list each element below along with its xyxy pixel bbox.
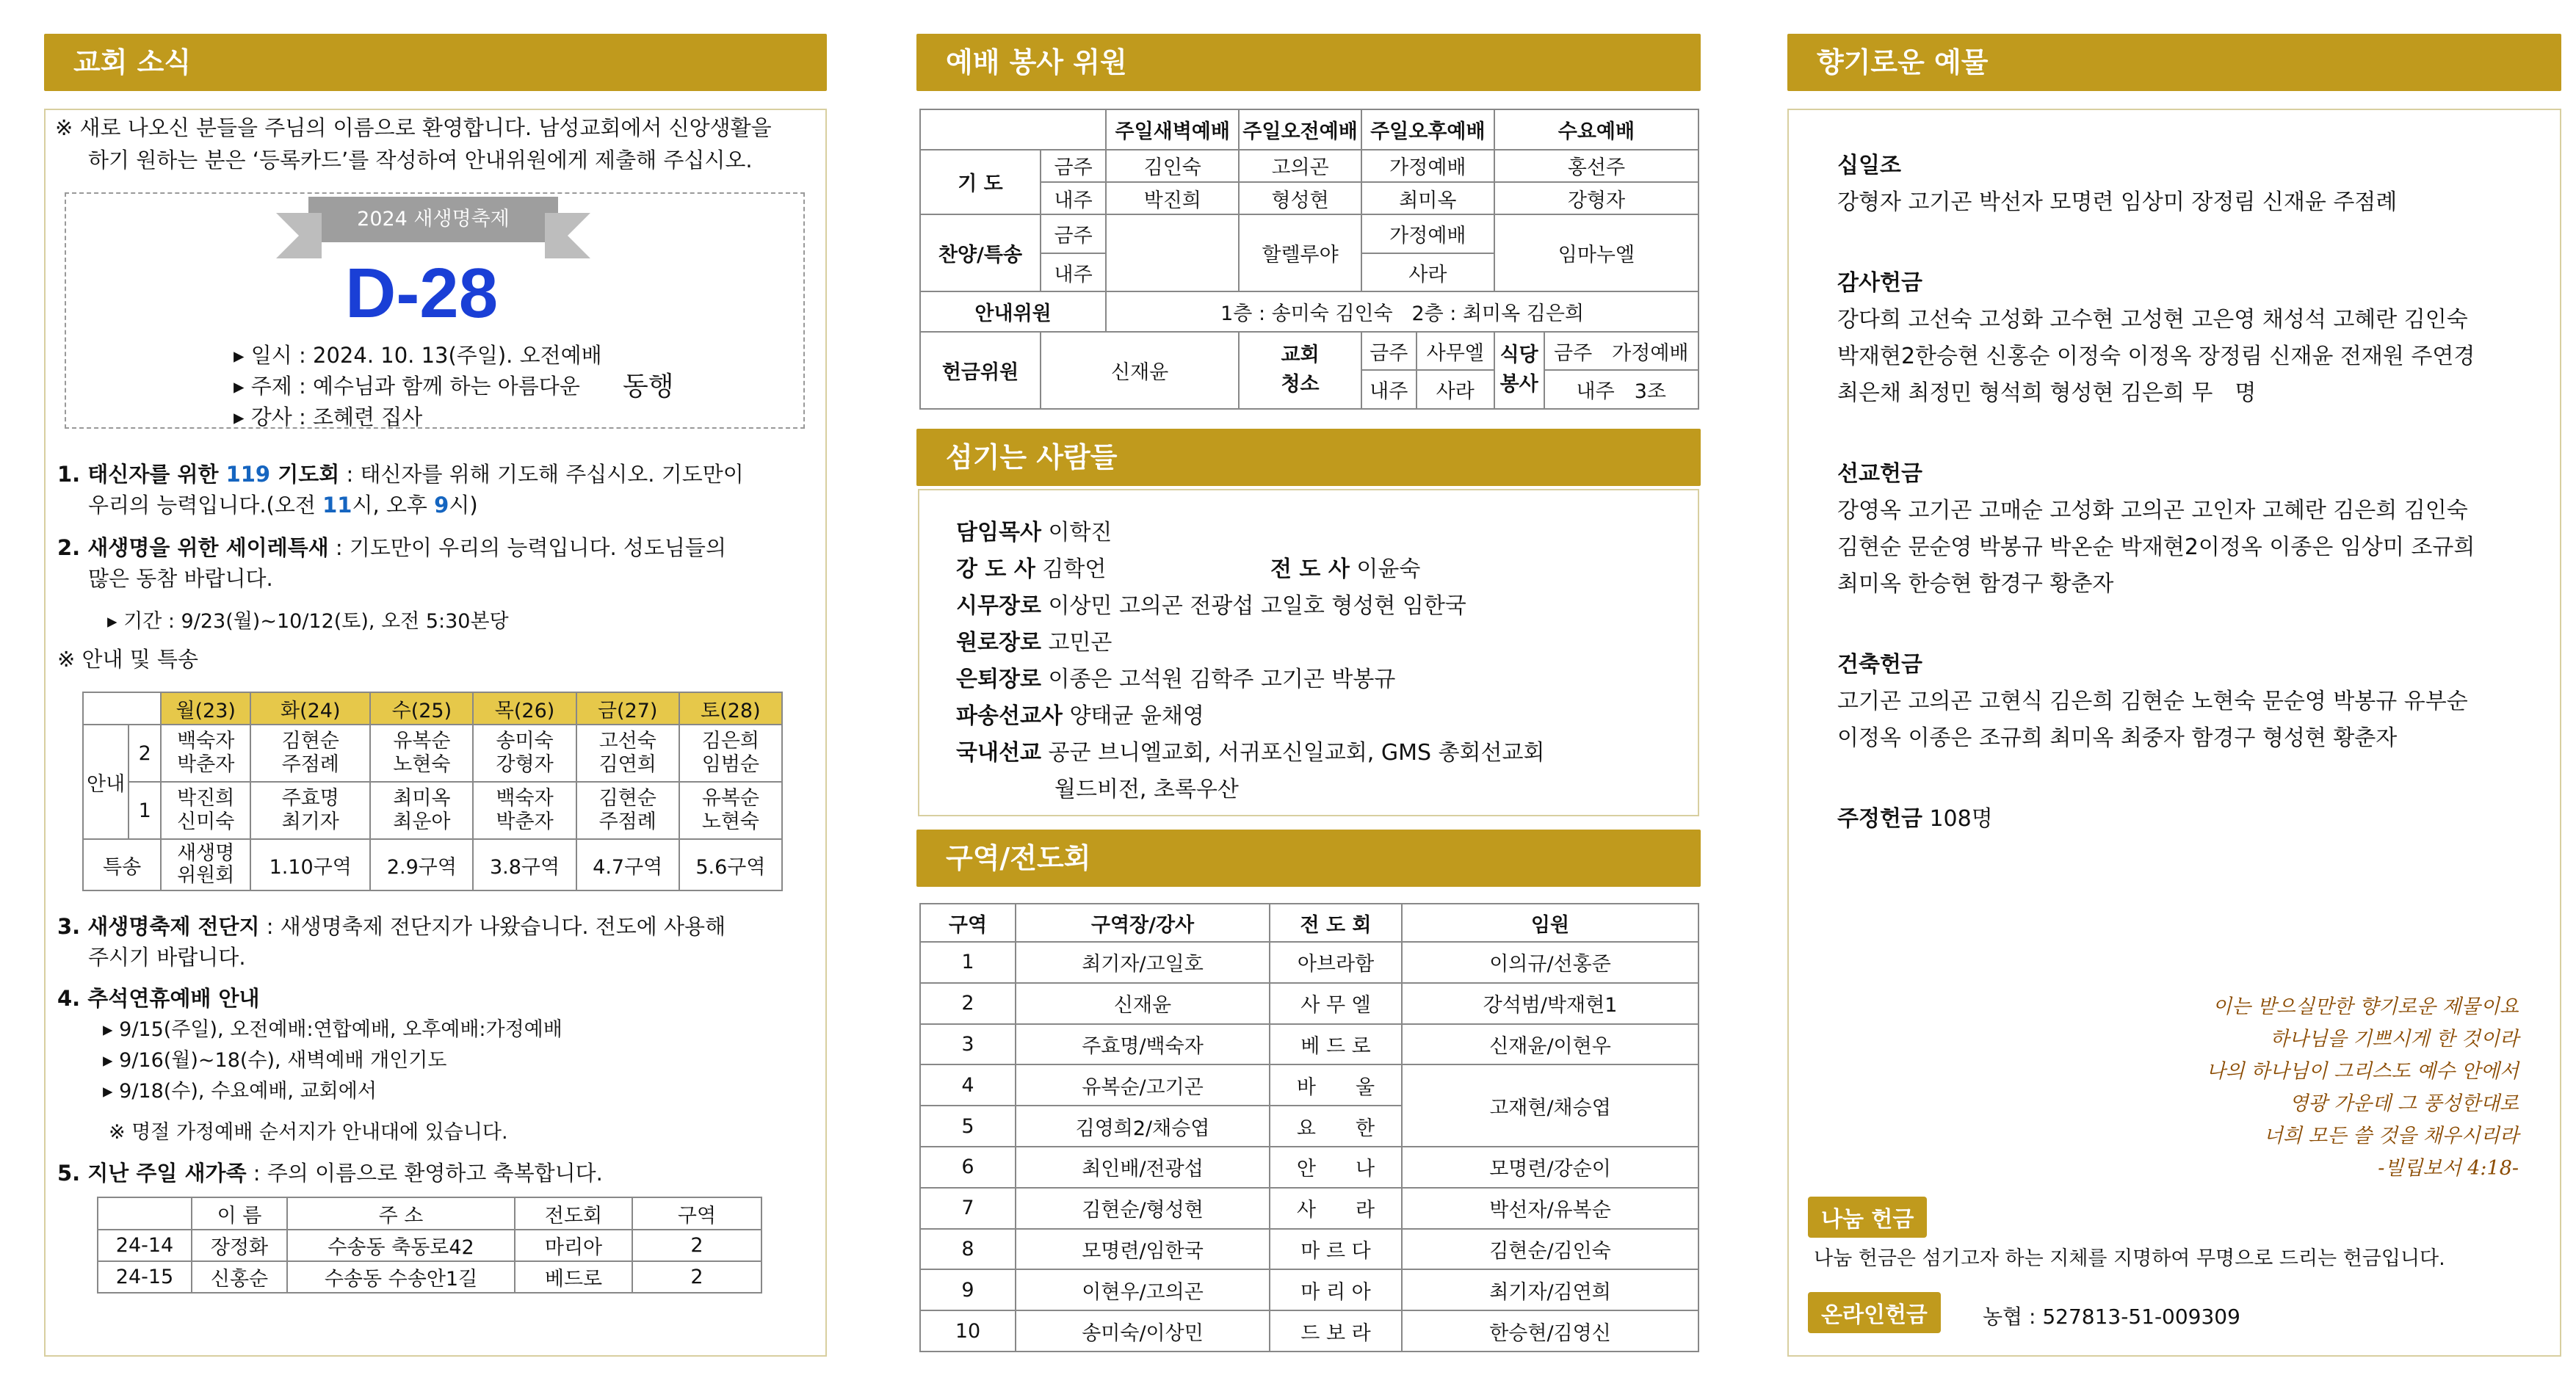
- worship-service-table: [919, 109, 1699, 410]
- guide-sub-label: 2: [129, 725, 161, 782]
- district-cell: 신재윤/이현우: [1402, 1024, 1698, 1065]
- gift-names: 강다희 고선숙 고성화 고수현 고성현 고은영 채성석 고혜란 김인숙: [1837, 307, 2468, 333]
- guide-cell: 고선숙 김연희: [576, 725, 679, 782]
- special-cell: 2.9구역: [370, 839, 473, 890]
- offering-label: 헌금위원: [920, 332, 1041, 409]
- district-cell: 김현순/김인숙: [1402, 1229, 1698, 1270]
- table-row: [920, 1269, 1698, 1310]
- special-cell: 새생명 위원회: [161, 839, 250, 890]
- district-cell: 송미숙/이상민: [1016, 1310, 1270, 1352]
- item2-line1: 2. 새생명을 위한 세이레특새 : 기도만이 우리의 능력입니다. 성도님들의: [57, 535, 726, 560]
- item5-line: 5. 지난 주일 새가족 : 주의 이름으로 환영하고 축복합니다.: [57, 1161, 603, 1186]
- svc-cell: 사무엘: [1417, 332, 1494, 371]
- guide-cell: 백숙자 박춘자: [473, 782, 576, 839]
- poem-line: 너희 모든 쓸 것을 채우시리라: [2263, 1125, 2519, 1147]
- svc-cell: 금주 가정예배: [1544, 332, 1699, 371]
- nf-cell: 마리아: [515, 1230, 632, 1261]
- share-offering-label: 나눔 헌금: [1808, 1197, 1927, 1238]
- event-date: ▸ 일시 : 2024. 10. 13(주일). 오전예배: [234, 343, 602, 368]
- district-cell: 9: [920, 1269, 1016, 1310]
- gift-title: 십일조: [1837, 153, 1901, 178]
- staff-row: 시무장로 이상민 고의곤 전광섭 고일호 형성현 임한국: [956, 593, 1466, 619]
- svc-cell: 김인숙: [1106, 150, 1239, 182]
- nf-cell: 2: [632, 1261, 761, 1293]
- district-cell: 이현우/고의곤: [1016, 1269, 1270, 1310]
- district-cell: 1: [920, 942, 1016, 983]
- guide-sub-label: 1: [129, 782, 161, 839]
- svc-col-header: 주일오후예배: [1361, 109, 1494, 150]
- usher-label: 안내위원: [920, 291, 1106, 332]
- nf-header: 이 름: [192, 1197, 287, 1230]
- event-speaker: ▸ 강사 : 조혜련 집사: [234, 404, 423, 429]
- prayer-label: 기 도: [920, 150, 1041, 215]
- next-week-label: 내주: [1361, 370, 1417, 409]
- svc-col-header: 수요예배: [1494, 109, 1698, 150]
- nf-header: [98, 1197, 192, 1230]
- svc-cell: 내주 3조: [1544, 370, 1699, 409]
- day-header: 토(28): [679, 692, 782, 725]
- item3-line2: 주시기 바랍니다.: [88, 945, 246, 970]
- district-cell: 강석범/박재현1: [1402, 983, 1698, 1024]
- gift-title: 감사헌금: [1837, 270, 1922, 296]
- svc-cell: 사라: [1417, 370, 1494, 409]
- table-row: [920, 1147, 1698, 1188]
- item4-line: ▸ 9/15(주일), 오전예배:연합예배, 오후예배:가정예배: [103, 1018, 562, 1041]
- guide-corner: [83, 692, 161, 725]
- district-cell: 사 라: [1270, 1188, 1402, 1229]
- worship-service-header: 예배 봉사 위원: [916, 34, 1701, 91]
- district-cell: 8: [920, 1229, 1016, 1270]
- guide-cell: 김은희 임범순: [679, 725, 782, 782]
- item3-line1: 3. 새생명축제 전단지 : 새생명축제 전단지가 나왔습니다. 전도에 사용해: [57, 914, 726, 939]
- svc-cell: 최미옥: [1361, 182, 1494, 214]
- table-row: [920, 1188, 1698, 1229]
- church-news-header: 교회 소식: [44, 34, 827, 91]
- item4-title: 4. 추석연휴예배 안내: [57, 986, 260, 1011]
- svc-cell: 강형자: [1494, 182, 1698, 214]
- guide-cell: 주효명 최기자: [250, 782, 370, 839]
- district-cell: 바 울: [1270, 1064, 1402, 1106]
- district-cell: 드 보 라: [1270, 1310, 1402, 1352]
- welcome-notice-line2: 하기 원하는 분은 ‘등록카드’를 작성하여 안내위원에게 제출해 주십시오.: [88, 148, 753, 173]
- welcome-notice-line1: ※ 새로 나오신 분들을 주님의 이름으로 환영합니다. 남성교회에서 신앙생활을: [55, 115, 772, 140]
- district-cell: 5: [920, 1106, 1016, 1147]
- special-cell: 1.10구역: [250, 839, 370, 890]
- item1-line2: 우리의 능력입니다.(오전 11시, 오후 9시): [88, 493, 478, 518]
- district-cell: 최인배/전광섭: [1016, 1147, 1270, 1188]
- table-row: [920, 1310, 1698, 1352]
- guide-cell: 유복순 노현숙: [679, 782, 782, 839]
- guide-cell: 최미옥 최운아: [370, 782, 473, 839]
- district-cell: 마 르 다: [1270, 1229, 1402, 1270]
- svc-cell: 사라: [1361, 253, 1494, 292]
- share-offering-text: 나눔 헌금은 섬기고자 하는 지체를 지명하여 무명으로 드리는 헌금입니다.: [1814, 1247, 2445, 1270]
- poem-line: 하나님을 기쁘시게 한 것이라: [2270, 1028, 2519, 1051]
- item4-note: ※ 명절 가정예배 순서지가 안내대에 있습니다.: [109, 1121, 508, 1144]
- district-cell: 6: [920, 1147, 1016, 1188]
- gift-names: 강영옥 고기곤 고매순 고성화 고의곤 고인자 고혜란 김은희 김인숙: [1837, 498, 2468, 523]
- svc-cell: 형성현: [1239, 182, 1361, 214]
- poem-line: 나의 하나님이 그리스도 예수 안에서: [2206, 1060, 2519, 1083]
- nf-cell: 2: [632, 1230, 761, 1261]
- day-header: 금(27): [576, 692, 679, 725]
- table-row: [920, 1229, 1698, 1270]
- nf-cell: 신홍순: [192, 1261, 287, 1293]
- item4-line: ▸ 9/18(수), 수요예배, 교회에서: [103, 1080, 377, 1103]
- staff-row: 담임목사 이학진: [956, 520, 1112, 545]
- district-cell: 김현순/형성현: [1016, 1188, 1270, 1229]
- dday-counter: D-28: [345, 254, 499, 333]
- nf-header: 전도회: [515, 1197, 632, 1230]
- guide-cell: 박진희 신미숙: [161, 782, 250, 839]
- district-cell: 요 한: [1270, 1106, 1402, 1147]
- day-header: 화(24): [250, 692, 370, 725]
- online-offering-label: 온라인헌금: [1808, 1292, 1941, 1333]
- district-cell: 2: [920, 983, 1016, 1024]
- district-cell: 10: [920, 1310, 1016, 1352]
- special-song-label: 특송: [83, 839, 161, 890]
- poem-line: -빌립보서 4:18-: [2378, 1157, 2519, 1180]
- svc-cell: 고의곤: [1239, 150, 1361, 182]
- gift-title: 건축헌금: [1837, 652, 1922, 678]
- special-cell: 3.8구역: [473, 839, 576, 890]
- guide-cell: 김현순 주점례: [250, 725, 370, 782]
- nf-cell: 수송동 축동로42: [287, 1230, 515, 1261]
- table-row: [98, 1230, 761, 1261]
- nf-cell: 수송동 수송안1길: [287, 1261, 515, 1293]
- event-theme: ▸ 주제 : 예수님과 함께 하는 아름다운: [234, 374, 580, 399]
- district-cell: 안 나: [1270, 1147, 1402, 1188]
- svc-cell: 임마누엘: [1494, 214, 1698, 291]
- table-row: [920, 983, 1698, 1024]
- staff-row: 강 도 사 김학언: [956, 556, 1107, 582]
- festival-ribbon: 2024 새생명축제: [308, 197, 558, 242]
- item2-period: ▸ 기간 : 9/23(월)~10/12(토), 오전 5:30본당: [107, 610, 509, 633]
- this-week-label: 금주: [1041, 214, 1106, 253]
- district-cell: 김영희2/채승엽: [1016, 1106, 1270, 1147]
- district-cell: 한승현/김영신: [1402, 1310, 1698, 1352]
- guide-cell: 김현순 주점례: [576, 782, 679, 839]
- district-cell: 최기자/고일호: [1016, 942, 1270, 983]
- district-cell: 사 무 엘: [1270, 983, 1402, 1024]
- guide-cell: 백숙자 박춘자: [161, 725, 250, 782]
- day-header: 월(23): [161, 692, 250, 725]
- district-table: [919, 903, 1699, 1352]
- poem-line: 영광 가운데 그 풍성한대로: [2289, 1092, 2519, 1115]
- next-week-label: 내주: [1041, 182, 1106, 214]
- district-header: 구역/전도회: [916, 830, 1701, 887]
- nf-header: 주 소: [287, 1197, 515, 1230]
- item1-line1: 1. 태신자를 위한 119 기도회 : 태신자를 위해 기도해 주십시오. 기도만이: [57, 462, 744, 487]
- guide-cell: 송미숙 강형자: [473, 725, 576, 782]
- jujeong-offering: 주정헌금 108명: [1837, 806, 1993, 832]
- district-cell: 박선자/유복순: [1402, 1188, 1698, 1229]
- this-week-label: 금주: [1041, 150, 1106, 182]
- table-row: [920, 942, 1698, 983]
- day-header: 목(26): [473, 692, 576, 725]
- choir-label: 찬양/특송: [920, 214, 1041, 291]
- district-cell: 마 리 아: [1270, 1269, 1402, 1310]
- cleaning-label: 교회 청소: [1239, 332, 1361, 409]
- new-family-table: [97, 1197, 762, 1294]
- poem-line: 이는 받으실만한 향기로운 제물이요: [2213, 995, 2519, 1018]
- district-col-header: 구역장/강사: [1016, 904, 1270, 942]
- gift-names: 최은채 최정민 형석희 형성현 김은희 무 명: [1837, 380, 2257, 406]
- district-col-header: 구역: [920, 904, 1016, 942]
- gift-names: 고기곤 고의곤 고현식 김은희 김현순 노현숙 문순영 박봉규 유부순: [1837, 689, 2468, 714]
- staff-row: 국내선교 공군 브니엘교회, 서귀포신일교회, GMS 총회선교회: [956, 740, 1545, 766]
- district-cell: 주효명/백숙자: [1016, 1024, 1270, 1065]
- nf-cell: 24-15: [98, 1261, 192, 1293]
- table-row: [920, 1064, 1698, 1106]
- event-theme-emphasis: 동행: [623, 371, 674, 402]
- online-offering-account: 농협 : 527813-51-009309: [1983, 1305, 2240, 1329]
- staff-row: 은퇴장로 이종은 고석원 김학주 고기곤 박봉규: [956, 667, 1396, 692]
- svc-col-header: 주일오전예배: [1239, 109, 1361, 150]
- district-cell: 모명련/임한국: [1016, 1229, 1270, 1270]
- meal-label: 식당 봉사: [1494, 332, 1544, 409]
- svc-corner: [920, 109, 1106, 150]
- district-cell: 7: [920, 1188, 1016, 1229]
- guide-label: ※ 안내 및 특송: [57, 647, 199, 672]
- district-cell: 베 드 로: [1270, 1024, 1402, 1065]
- next-week-label: 내주: [1041, 253, 1106, 292]
- district-cell: 유복순/고기곤: [1016, 1064, 1270, 1106]
- special-cell: 4.7구역: [576, 839, 679, 890]
- nf-header: 구역: [632, 1197, 761, 1230]
- item4-line: ▸ 9/16(월)~18(수), 새벽예배 개인기도: [103, 1049, 447, 1072]
- gift-names: 박재현2한승현 신홍순 이정숙 이정옥 장정림 신재윤 전재원 주연경: [1837, 344, 2475, 369]
- district-cell: 고재현/채승엽: [1402, 1064, 1698, 1147]
- offerings-header: 향기로운 예물: [1787, 34, 2561, 91]
- district-cell: 3: [920, 1024, 1016, 1065]
- day-header: 수(25): [370, 692, 473, 725]
- scripture-poem: [2206, 991, 2519, 1185]
- this-week-label: 금주: [1361, 332, 1417, 371]
- svc-cell: [1106, 214, 1239, 291]
- svc-cell: 가정예배: [1361, 150, 1494, 182]
- guide-cell: 유복순 노현숙: [370, 725, 473, 782]
- district-cell: 신재윤: [1016, 983, 1270, 1024]
- guide-row-label: 안내: [83, 725, 129, 839]
- staff-row: 원로장로 고민곤: [956, 630, 1112, 656]
- gift-title: 선교헌금: [1837, 461, 1922, 487]
- district-cell: 이의규/선홍준: [1402, 942, 1698, 983]
- nf-cell: 장정화: [192, 1230, 287, 1261]
- nf-cell: 24-14: [98, 1230, 192, 1261]
- district-cell: 모명련/강순이: [1402, 1147, 1698, 1188]
- district-col-header: 임원: [1402, 904, 1698, 942]
- staff-row: 월드비전, 초록우산: [1054, 777, 1239, 802]
- svc-cell: 박진희: [1106, 182, 1239, 214]
- servants-header: 섬기는 사람들: [916, 429, 1701, 486]
- district-col-header: 전 도 회: [1270, 904, 1402, 942]
- svc-cell: 가정예배: [1361, 214, 1494, 253]
- district-cell: 아브라함: [1270, 942, 1402, 983]
- district-cell: 최기자/김연희: [1402, 1269, 1698, 1310]
- nf-cell: 베드로: [515, 1261, 632, 1293]
- item2-line2: 많은 동참 바랍니다.: [88, 566, 273, 591]
- staff-row: 전 도 사 이윤숙: [1270, 556, 1421, 582]
- gift-names: 최미옥 한승현 함경구 황춘자: [1837, 571, 2114, 597]
- gift-names: 이정옥 이종은 조규희 최미옥 최중자 함경구 형성현 황춘자: [1837, 725, 2398, 751]
- district-cell: 4: [920, 1064, 1016, 1106]
- staff-row: 파송선교사 양태균 윤채영: [956, 703, 1204, 729]
- gift-names: 강형자 고기곤 박선자 모명련 임상미 장정림 신재윤 주점례: [1837, 189, 2398, 215]
- guide-table: [82, 692, 783, 891]
- special-cell: 5.6구역: [679, 839, 782, 890]
- svc-col-header: 주일새벽예배: [1106, 109, 1239, 150]
- offering-name: 신재윤: [1041, 332, 1239, 409]
- svc-cell: 할렐루야: [1239, 214, 1361, 291]
- gift-names: 김현순 문순영 박봉규 박온순 박재현2이정옥 이종은 임상미 조규희: [1837, 534, 2475, 560]
- usher-names: 1층 : 송미숙 김인숙 2층 : 최미옥 김은희: [1106, 291, 1698, 332]
- table-row: [98, 1261, 761, 1293]
- table-row: [920, 1024, 1698, 1065]
- svc-cell: 홍선주: [1494, 150, 1698, 182]
